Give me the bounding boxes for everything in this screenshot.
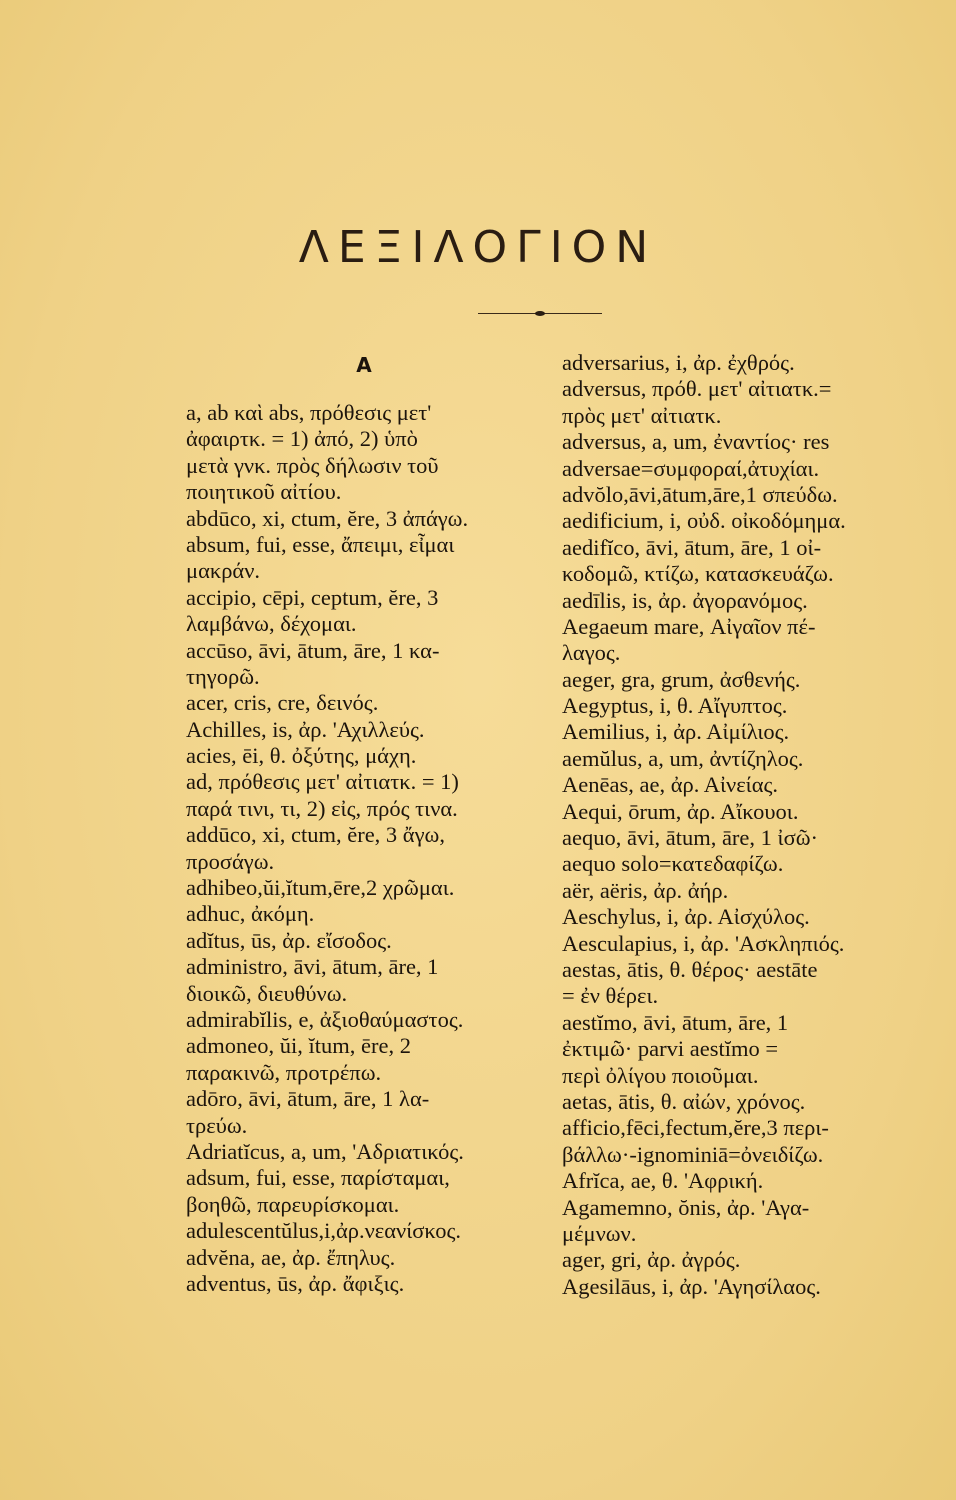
- entry-line: Aeschylus, i, ἀρ. Αἰσχύλος.: [562, 904, 810, 930]
- entry-line: absum, fui, esse, ἄπειμι, εἶμαι: [186, 531, 455, 557]
- entry-line: acies, ēi, θ. ὀξύτης, μάχη.: [186, 743, 417, 769]
- entry-line: afficio,fēci,fectum,ĕre,3 περι-: [562, 1115, 829, 1141]
- entry-line: adversus, a, um, ἐναντίος· res: [562, 429, 830, 455]
- entry-line: aedifĭco, āvi, ātum, āre, 1 οἰ-: [562, 534, 822, 560]
- entry-line: admoneo, ŭi, ĭtum, ēre, 2: [186, 1033, 411, 1059]
- entry-line: adĭtus, ūs, ἀρ. εἴσοδος.: [186, 927, 392, 953]
- entry-line: περὶ ὀλίγου ποιοῦμαι.: [562, 1062, 759, 1088]
- entry-line: Achilles, is, ἀρ. 'Αχιλλεύς.: [186, 716, 425, 742]
- left-column: [186, 350, 542, 1297]
- entry-line: adventus, ūs, ἀρ. ἄφιξις.: [186, 1270, 405, 1296]
- letter-heading: A: [356, 353, 372, 377]
- entry-line: βάλλω·-ignominiā=ὀνειδίζω.: [562, 1141, 824, 1167]
- entry-line: adulescentŭlus,i,ἀρ.νεανίσκος.: [186, 1218, 461, 1244]
- entry-line: accūso, āvi, ātum, āre, 1 κα-: [186, 637, 440, 663]
- entry-line: aemŭlus, a, um, ἀντίζηλος.: [562, 745, 804, 771]
- right-column: [562, 350, 922, 1300]
- entry-line: aeger, gra, grum, ἀσθενής.: [562, 666, 801, 692]
- entry-line: adōro, āvi, ātum, āre, 1 λα-: [186, 1086, 430, 1112]
- entry-line: administro, āvi, ātum, āre, 1: [186, 954, 439, 980]
- entry-line: Aenēas, ae, ἀρ. Αἰνείας.: [562, 772, 779, 798]
- entry-line: aedīlis, is, ἀρ. ἀγορανόμος.: [562, 587, 808, 613]
- entry-line: λαγος.: [562, 640, 621, 666]
- entry-line: aër, aëris, ἀρ. ἀήρ.: [562, 877, 729, 903]
- title-divider-ornament: [535, 311, 545, 316]
- entry-line: acer, cris, cre, δεινός.: [186, 690, 379, 716]
- entry-line: προσάγω.: [186, 848, 275, 874]
- entry-line: Aequi, ōrum, ἀρ. Αἴκουοι.: [562, 798, 799, 824]
- entry-line: Afrĭca, ae, θ. 'Αφρική.: [562, 1168, 764, 1194]
- entry-line: μετὰ γνκ. πρὸς δήλωσιν τοῦ: [186, 452, 439, 478]
- entry-line: aetas, ātis, θ. αἰών, χρόνος.: [562, 1088, 806, 1114]
- entry-line: τρεύω.: [186, 1112, 248, 1138]
- entry-line: Agesilāus, i, ἀρ. 'Αγησίλαος.: [562, 1273, 821, 1299]
- entry-line: Aegaeum mare, Αἰγαῖον πέ-: [562, 613, 816, 639]
- entry-line: μέμνων.: [562, 1220, 637, 1246]
- entry-line: Agamemno, ŏnis, ἀρ. 'Αγα-: [562, 1194, 810, 1220]
- entry-line: addūco, xi, ctum, ĕre, 3 ἄγω,: [186, 822, 445, 848]
- entry-line: ἀφαιρτκ. = 1) ἀπό, 2) ὑπὸ: [186, 426, 418, 452]
- entry-line: adversae=συμφοραί,ἀτυχίαι.: [562, 455, 820, 481]
- entry-line: Aemilius, i, ἀρ. Αἰμίλιος.: [562, 719, 790, 745]
- entry-line: = ἐν θέρει.: [562, 983, 659, 1009]
- entry-line: adhibeo,ŭi,ĭtum,ēre,2 χρῶμαι.: [186, 875, 455, 901]
- entry-line: aedificium, i, οὐδ. οἰκοδόμημα.: [562, 508, 846, 534]
- entry-line: abdūco, xi, ctum, ĕre, 3 ἀπάγω.: [186, 505, 469, 531]
- entry-line: advĕna, ae, ἀρ. ἔπηλυς.: [186, 1244, 396, 1270]
- entry-line: ποιητικοῦ αἰτίου.: [186, 479, 342, 505]
- right-entries: [562, 350, 922, 1300]
- entry-line: τηγορῶ.: [186, 663, 260, 689]
- entry-line: aestĭmo, āvi, ātum, āre, 1: [562, 1009, 789, 1035]
- entry-line: adversus, πρόθ. μετ' αἰτιατκ.=: [562, 376, 832, 402]
- page-title: ΛΕΞΙΛΟΓΙΟΝ: [298, 222, 658, 273]
- entry-line: μακράν.: [186, 558, 261, 584]
- entry-line: ad, πρόθεσις μετ' αἰτιατκ. = 1): [186, 769, 459, 795]
- entry-line: ager, gri, ἀρ. ἀγρός.: [562, 1247, 741, 1273]
- left-entries: [186, 400, 542, 1297]
- entry-line: ἐκτιμῶ· parvi aestĭmo =: [562, 1036, 779, 1062]
- entry-line: aestas, ātis, θ. θέρος· aestāte: [562, 956, 818, 982]
- entry-line: admirabĭlis, e, ἀξιοθαύμαστος.: [186, 1006, 464, 1032]
- entry-line: accipio, cēpi, ceptum, ĕre, 3: [186, 584, 439, 610]
- entry-line: βοηθῶ, παρευρίσκομαι.: [186, 1191, 400, 1217]
- entry-line: advŏlo,āvi,ātum,āre,1 σπεύδω.: [562, 481, 838, 507]
- entry-line: παρακινῶ, προτρέπω.: [186, 1059, 382, 1085]
- entry-line: adversarius, i, ἀρ. ἐχθρός.: [562, 350, 795, 375]
- entry-line: aequo, āvi, ātum, āre, 1 ἰσῶ·: [562, 825, 819, 851]
- entry-line: adsum, fui, esse, παρίσταμαι,: [186, 1165, 450, 1191]
- entry-line: adhuc, ἀκόμη.: [186, 901, 315, 927]
- entry-line: Adriatĭcus, a, um, 'Αδριατικός.: [186, 1138, 464, 1164]
- entry-line: κοδομῶ, κτίζω, κατασκευάζω.: [562, 561, 834, 587]
- entry-line: λαμβάνω, δέχομαι.: [186, 611, 357, 637]
- entry-line: Aesculapius, i, ἀρ. 'Ασκληπιός.: [562, 930, 845, 956]
- entry-line: aequo solo=κατεδαφίζω.: [562, 851, 784, 877]
- entry-line: παρά τινι, τι, 2) εἰς, πρός τινα.: [186, 795, 458, 821]
- entry-line: πρὸς μετ' αἰτιατκ.: [562, 402, 722, 428]
- entry-line: a, ab καὶ abs, πρόθεσις μετ': [186, 400, 432, 425]
- entry-line: διοικῶ, διευθύνω.: [186, 980, 348, 1006]
- entry-line: Aegyptus, i, θ. Αἴγυπτος.: [562, 693, 788, 719]
